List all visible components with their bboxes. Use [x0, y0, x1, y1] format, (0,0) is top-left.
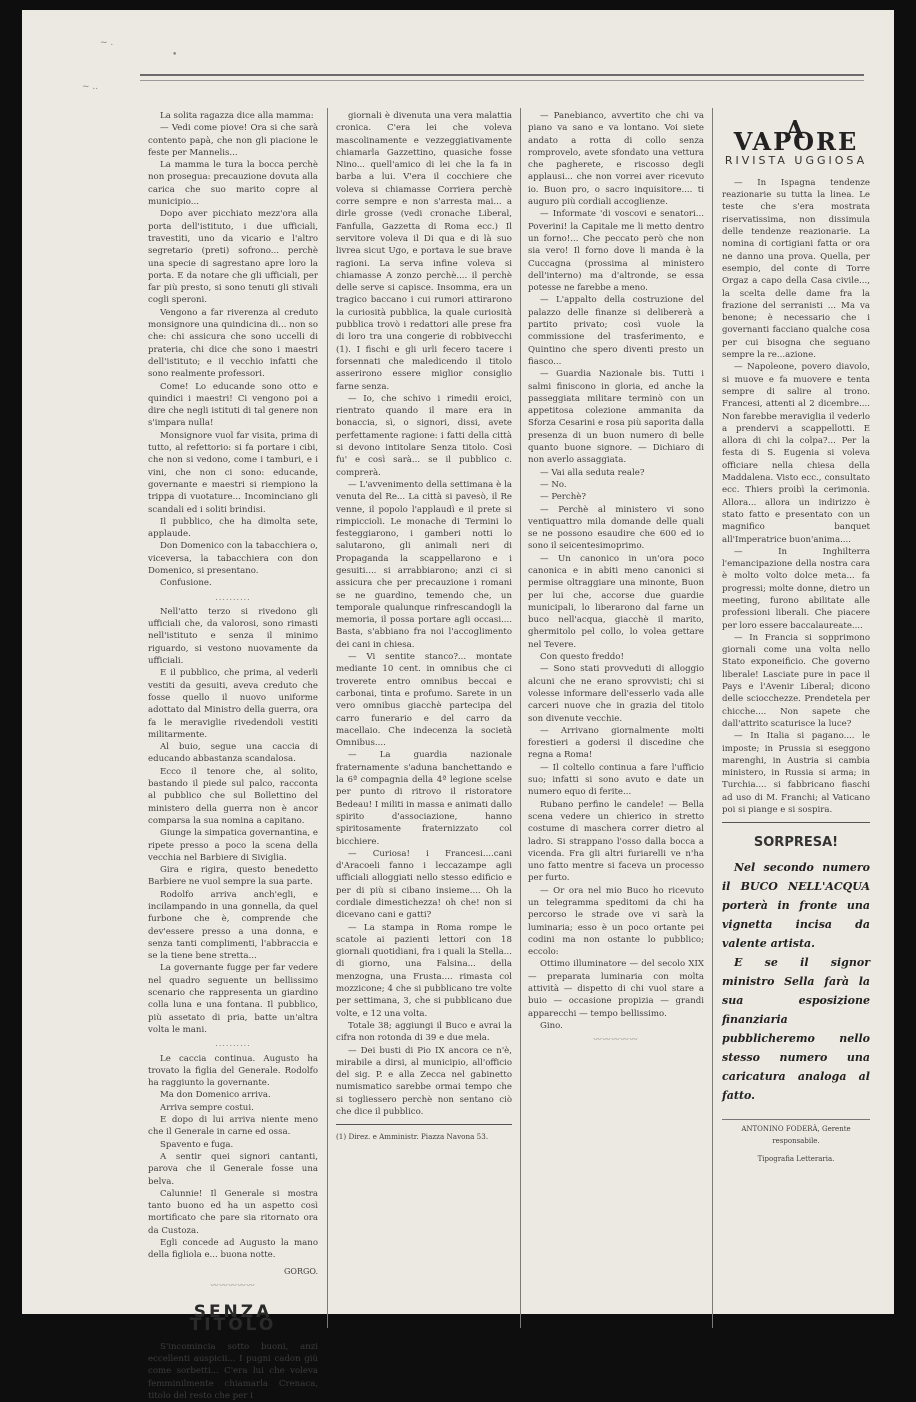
c1-p3: Dopo aver picchiato mezz'ora alla porta dell'istituto, i due ufficiali, travestiti, uno da vicario e l'altro segretario (preti) sofrono... perchè una specie di sagrestano apre loro la porta. E da notare che gli ufficiali, per far più presto, si sono tenuti gli stivali cogli speroni.	[148, 209, 318, 306]
c4-p4: — In Italia si pagano.... le imposte; in Prussia si eseggono marenghi, in Austria si cambia ministero, in Russia si arma; in Turchia.... si fabbricano fiaschi ad uso di M. Franchi; al Vaticano poi si piange e si sospira.	[722, 731, 870, 816]
c2-p8: — Dei busti di Pio IX ancora ce n'è, mirabile a dirsi, al municipio, all'officio del sig. P. e alla Zecca nel gabinetto numismatico sarebbe ormai tempo che si togliessero perchè non sentano ciò che dice il pubblico.	[336, 1045, 512, 1118]
responsible-editor: ANTONINO FODERÀ, Gerente responsabile.	[722, 1119, 870, 1148]
printer: Tipografia Letteraria.	[757, 1155, 835, 1164]
c3-p9: Con questo freddo!	[540, 652, 624, 663]
announcement-2: E se il signor ministro Sella farà la sua esposizione finanziaria pubblicheremo nello stesso numero una caricatura analoga al fatto.	[722, 955, 870, 1102]
c3-p16: Gino.	[540, 1020, 563, 1031]
c3-p12: — Il coltello continua a fare l'ufficio suo; infatti si sono avuto e date un numero equo di ferite...	[528, 762, 704, 798]
c1-p0: La solita ragazza dice alla mamma:	[160, 111, 314, 121]
announcement-1: Nel secondo numero il BUCO NELL'ACQUA porterà in fronte una vignetta incisa da valente artista.	[722, 860, 870, 950]
footnote: (1) Direz. e Amministr. Piazza Navona 53.	[336, 1132, 489, 1142]
margin-mark-2: ~ ..	[82, 82, 99, 92]
c3-p15: Ottimo illuminatore — del secolo XIX — preparata luminaria con molta attività — dispetto di chi vuol stare a buio — occasione propizia — grandi apparecchi — tempo bellissimo.	[528, 959, 704, 1019]
separator: ..........	[215, 1039, 251, 1049]
c4-p2: — In Inghilterra l'emancipazione della nostra cara è molto volto dolce meta... fa progressi; molte donne, dietro un meeting, furono abilitate alle professioni liberali. Che piacere per loro essere baccalaureate....	[722, 546, 870, 631]
column-rule-3	[712, 108, 713, 1328]
c1-p20: Arriva sempre costui.	[160, 1102, 254, 1113]
c3-p4: — Vai alla seduta reale?	[540, 467, 645, 478]
masthead-subtitle: RIVISTA UGGIOSA	[724, 153, 868, 167]
c3-p2: — L'appalto della costruzione del palazzo delle finanze si delibererà a partito privato; così vuole la commissione del trasferimento, e Quintino che spero diventi presto un fiasco...	[528, 295, 704, 367]
c3-p10: — Sono stati provveduti di alloggio alcuni che ne erano sprovvisti; chi si volesse informare dell'esserlo vada alle carceri nuove che in grazia del titolo son divenute vecchie.	[528, 664, 704, 724]
c1-p1: — Vedi come piove! Ora si che sarà contento papà, che non gli piacione le feste per Mannelis...	[148, 123, 318, 158]
footnote-rule	[336, 1124, 512, 1125]
column-rule-1	[327, 108, 328, 1328]
top-rule-thin	[140, 80, 864, 81]
c3-p7: — Perchè al ministero vi sono ventiquattro mila domande delle quali se ne possono esaudire che 600 ed io sono il seicentesimoprimo.	[528, 504, 704, 552]
separator: ..........	[215, 592, 251, 602]
c1-p18: Le caccia continua. Augusto ha trovato la figlia del Generale. Rodolfo ha raggiunto la governante.	[148, 1053, 318, 1089]
c3-p13: Rubano perfino le candele! — Bella scena vedere un chierico in stretto costume di maschera correr dietro al ladro. Si strappano l'osso dalla bocca a vicenda. Fra gli altri furiarelli ve n'ha uno fatto mentre si faceva un processo per furto.	[528, 799, 704, 884]
c3-p3: — Guardia Nazionale bis. Tutti i salmi finiscono in gloria, ed anche la passeggiata militare terminò con un appetitosa colezione ammanita da Sforza Cesarini e rosa più saporita dalla presenza di un buon numero di belle quanto buone signore. — Dichiaro di non averlo assaggiata.	[528, 369, 704, 466]
c1-p17: La governante fugge per far vedere nel quadro seguente un bellissimo scenario che rappresenta un giardino colla luna e una fontana. Il pubblico, più assetato di pria, batte un'altra volta le mani.	[148, 963, 318, 1035]
column-3	[528, 110, 704, 1220]
c3-p14: — Or ora nel mio Buco ho ricevuto un telegramma speditomi da chi ha percorso le strade ove vi sarà la luminaria; esso è un poco ortante pei codini ma non ostante lo pubblico; eccolo:	[528, 885, 704, 958]
c1-p19: Ma don Domenico arriva.	[160, 1090, 271, 1101]
c2-p1: — Io, che schivo i rimedii eroici, rientrato quando il mare era in bonaccia, sì, o signori, dissi, avete perfettamente ragione: i fatti della città si devono intitolare Senza titolo. Così fu' e così sarà... se il pubblico c. comprerà.	[336, 393, 512, 478]
c1-p4: Vengono a far riverenza al creduto monsignore una quindicina di... non so che: chi assicura che sono uccelli di prateria, chi dice che sono i maestri dell'istituto; e il vecchio infatti che sono realmente professori.	[148, 307, 318, 380]
margin-mark: ~ .	[100, 38, 114, 48]
c3-p11: — Arrivano giornalmente molti forestieri a godersi il discedine che regna a Roma!	[528, 725, 704, 761]
c1-p13: Ecco il tenore che, al solito, bastando il piede sul palco, racconta al pubblico che sul Bollettino del ministero della guerra non è ancor comparsa la sua nomina a capitano.	[148, 766, 318, 826]
section-title: SENZA TITOLO	[189, 1302, 277, 1335]
c2-p6: — La stampa in Roma rompe le scatole ai pazienti lettori con 18 giornali quotidiani, fra i quali la Stella... di giorno, una Falsina... della menzogna, una Frusta.... rimasta col mozzicone; 4 che si pubblicano tre volte per settimana, 3, che si pubblicano due volte, e 12 una volta.	[336, 922, 512, 1019]
c3-p5: — No.	[540, 479, 567, 490]
c4-p1: — Napoleone, povero diavolo, si muove e fa muovere e tenta sempre di salire al trono. Francesi, attenti al 2 dicembre.... Non farebbe meraviglia il vederlo a prendervi a scappellotti. E allora di chi la colpa?... Per la festa di S. Eugenia si voleva officiare nella chiesa della Maddalena. Visto ecc., consultato ecc. Thiers proibì la cerimonia. Allora... allora un indirizzo è stato fatto e presentato con un magnifico banquet all'Imperatrice buon'anima....	[722, 362, 870, 545]
c4-p0: — In Ispagna tendenze reazionarie su tutta la linea. Le teste che s'era mostrata riservatissima, non dissimula delle tendenze reazionarie. La nomina di cortigiani fatta or ora ne danno una prova. Quella, per esempio, del conte di Torre Orgaz a capo della Casa civile..., la scelta delle dame fra la frazione del serranisti ... Ma va benone; è necessario che i governanti facciano qualche cosa per cui bisogna che seguano sempre la re...azione.	[722, 177, 870, 361]
c2-p7: Totale 38; aggiungi il Buco e avrai la cifra non rotonda di 39 e due mela.	[336, 1020, 512, 1044]
section-rule	[722, 822, 870, 823]
newspaper-page	[22, 10, 894, 1401]
c1-p12: Al buio, segue una caccia di educando abbastanza scandalosa.	[148, 742, 318, 765]
c4-p3: — In Francia si sopprimono giornali come una volta nello Stato exponeificio. Che governo liberale! Lasciate pure in pace il Pays e l'Avenir Liberal; dicono delle sciocchezze. Prendetela per chicche.... Non sapete che dall'attrito scaturisce la luce?	[722, 632, 870, 729]
c1-p21: E dopo di lui arriva niente meno che il Generale in carne ed ossa.	[148, 1115, 318, 1138]
c2-p2: — L'avvenimento della settimana è la venuta del Re... La città si pavesò, il Re venne, il popolo l'applaudì e il prete si rimpiccioli. Le monache di Termini lo festeggiarono, i gamberi notti lo salutarono, gli animali neri di Propaganda la scappellarono e i gesuiti.... si arrabbiarono; anzi ci si assicura che per precauzione i romani se ne guardino, temendo che, un temporale qualunque rinfrescandogli la memoria, il possa portare agli occasi.... Basta, s'abbiano fra noi l'accoglimento dei cani in chiesa.	[336, 479, 512, 650]
column-rule-2	[520, 108, 521, 1328]
margin-dot: •	[172, 50, 178, 60]
c1-p5: Come! Lo educande sono otto e quindici i maestri! Ci vengono poi a dire che negli istituti di tal genere non s'impara nulla!	[148, 381, 318, 429]
c1-p7: Il pubblico, che ha dimolta sete, applaude.	[148, 516, 318, 540]
c1-p11: E il pubblico, che prima, al vederli vestiti da gesuiti, aveva creduto che fosse quello il nuovo uniforme adottato dal Ministro della guerra, ora fa le meraviglie rivedendoli vestiti militarmente.	[148, 668, 318, 740]
column-4	[722, 110, 870, 1240]
c1-p23: A sentir quei signori cantanti, parova che il Generale fosse una belva.	[148, 1151, 318, 1187]
top-rule	[140, 74, 864, 76]
c1-p27: S'incomincia sotto buoni, anzi eccellenti auspicii... I pugni cadon giù come sorbetti... C'era lui che voleva femminilmente chiamarla Crenaca, titolo del resto che per i	[148, 1341, 318, 1401]
column-2	[336, 110, 512, 1240]
c1-p16: Rodolfo arriva anch'egli, e incilampando in una gonnella, da quel furbone che è, comprende che dev'essere presso a una donna, e senza tanti complimenti, l'abbraccia e se la tiene bene stretta...	[148, 889, 318, 962]
c1-p6: Monsignore vuol far visita, prima di tutto, al refettorio: si fa portare i cibi, che non si vedono, come i tamburi, e i vini, che non ci sono: educande, governante e maestri si riempiono la trippa di vuotature... Incominciano gli scandali ed i soliti brindisi.	[148, 430, 318, 515]
c1-p25: Egli concede ad Augusto la mano della figliola e... buona notte.	[148, 1238, 318, 1261]
c1-p2: La mamma le tura la bocca perchè non prosegua: precauzione dovuta alla carica che suo marito copre al municipio...	[148, 160, 318, 208]
wave-separator: 〰〰〰〰〰	[210, 1280, 256, 1290]
c2-p0: giornali è divenuta una vera malattia cronica. C'era lei che voleva mascolinamente e vezzeggiativamente chiamarla Gazzettino, quasiche fosse Nino... quell'amico di lei che la fa in barba a lui. V'era il cocchiere che voleva si chiamasse Corriera perchè corre sempre e non s'arresta mai... a dirle grosse (vedi cronache Liberal, Fanfulla, Gazzetta di Roma ecc.) Il servitore voleva il Di qua e di là suo livrea sicut Ugo, e portava le sue brave ragioni. La serva infine voleva si chiamasse A zonzo perchè.... il perchè delle serve si capisce. Insomma, era un tragico baccano i cui rumori attirarono la curiosità pubblica, la quale curiosità pubblica trovò i redattori alle prese fra di loro tra una congerie di robbivecchi (1). I fischi e gli urli fecero tacere i forsennati che maledicendo il titolo asserirono essere miglior consiglio farne senza.	[336, 111, 512, 392]
signature: GORGO.	[284, 1266, 318, 1276]
c3-p8: — Un canonico in un'ora poco canonica e in abiti meno canonici si permise oltraggiare una minonte, Buon per lui che, accorse due guardie municipali, lo liberarono dal farne un buco nell'acqua, giacchè il marito, ghermitolo pel collo, lo volea gettare nel Tevere.	[528, 553, 704, 650]
c1-p15: Gira e rigira, questo benedetto Barbiere ne vuol sempre la sua parte.	[148, 865, 318, 888]
wave-separator: 〰〰〰〰〰	[593, 1035, 639, 1045]
c2-p3: — Vi sentite stanco?... montate mediante 10 cent. in omnibus che ci troverete entro omnibus beccai e carbonai, tinta e profumo. Sarete in un vero omnibus giacchè partecipa del carro funerario e del carro da macellaio. Che indecenza la società Omnibus....	[336, 652, 512, 749]
c3-p6: — Perchè?	[540, 492, 586, 503]
c1-p24: Calunnie! Il Generale si mostra tanto buono ed ha un aspetto così mortificato che pare sia ritornato ora da Custoza.	[148, 1188, 318, 1236]
c1-p8: Don Domenico con la tabacchiera o, viceversa, la tabacchiera con don Domenico, si presentano.	[148, 541, 318, 576]
c1-p10: Nell'atto terzo si rivedono gli ufficiali che, da valorosi, sono rimasti nell'istituto e senza il minimo riguardo, si vestono nuovamente da ufficiali.	[148, 606, 318, 667]
c2-p4: — La guardia nazionale fraternamente s'aduna banchettando e la 6ª compagnia della 4ª legione scelse per punto di ritrovo il ristoratore Bedeau! I militi in massa e animati dallo spirito d'associazione, hanno spiritosamente fraternizzato col bicchiere.	[336, 750, 512, 847]
c1-p22: Spavento e fuga.	[160, 1139, 234, 1150]
c1-p14: Giunge la simpatica governantina, e ripete presso a poco la scena della vecchia nel Barbiere di Siviglia.	[148, 828, 318, 863]
column-1	[148, 110, 318, 1401]
masthead-title: A VAPORE	[733, 115, 859, 157]
c3-p0: — Panebianco, avvertito che chi va piano va sano e va lontano. Voi siete andato a rotta di collo senza romprovelo, avete sfondato una vettura che pagherete, e riscosso degli applausi... che non vorrei aver ricevuto io. Buon pro, o sacro inquisitore.... ti auguro più cordiali accoglienze.	[528, 111, 704, 208]
c3-p1: — Informate 'di voscovi e senatori... Poverini! la Capitale me li metto dentro un forno!... Che peccato però che non sia vero! Il forno dove li manda è la Cuccagna (prossima al ministero dell'interno) ma d'altronde, se essa potesse ne farebbe a meno.	[528, 209, 704, 294]
section-header: SORPRESA!	[753, 835, 839, 851]
c1-p9: Confusione.	[160, 578, 212, 589]
c2-p5: — Curiosa! i Francesi....cani d'Aracoeli fanno i leccazampe agli ufficiali alloggiati nello stesso edificio e per di più si cibano insieme.... Oh la cordiale dimestichezza! oh che! non si dicevano cani e gatti?	[336, 848, 512, 921]
